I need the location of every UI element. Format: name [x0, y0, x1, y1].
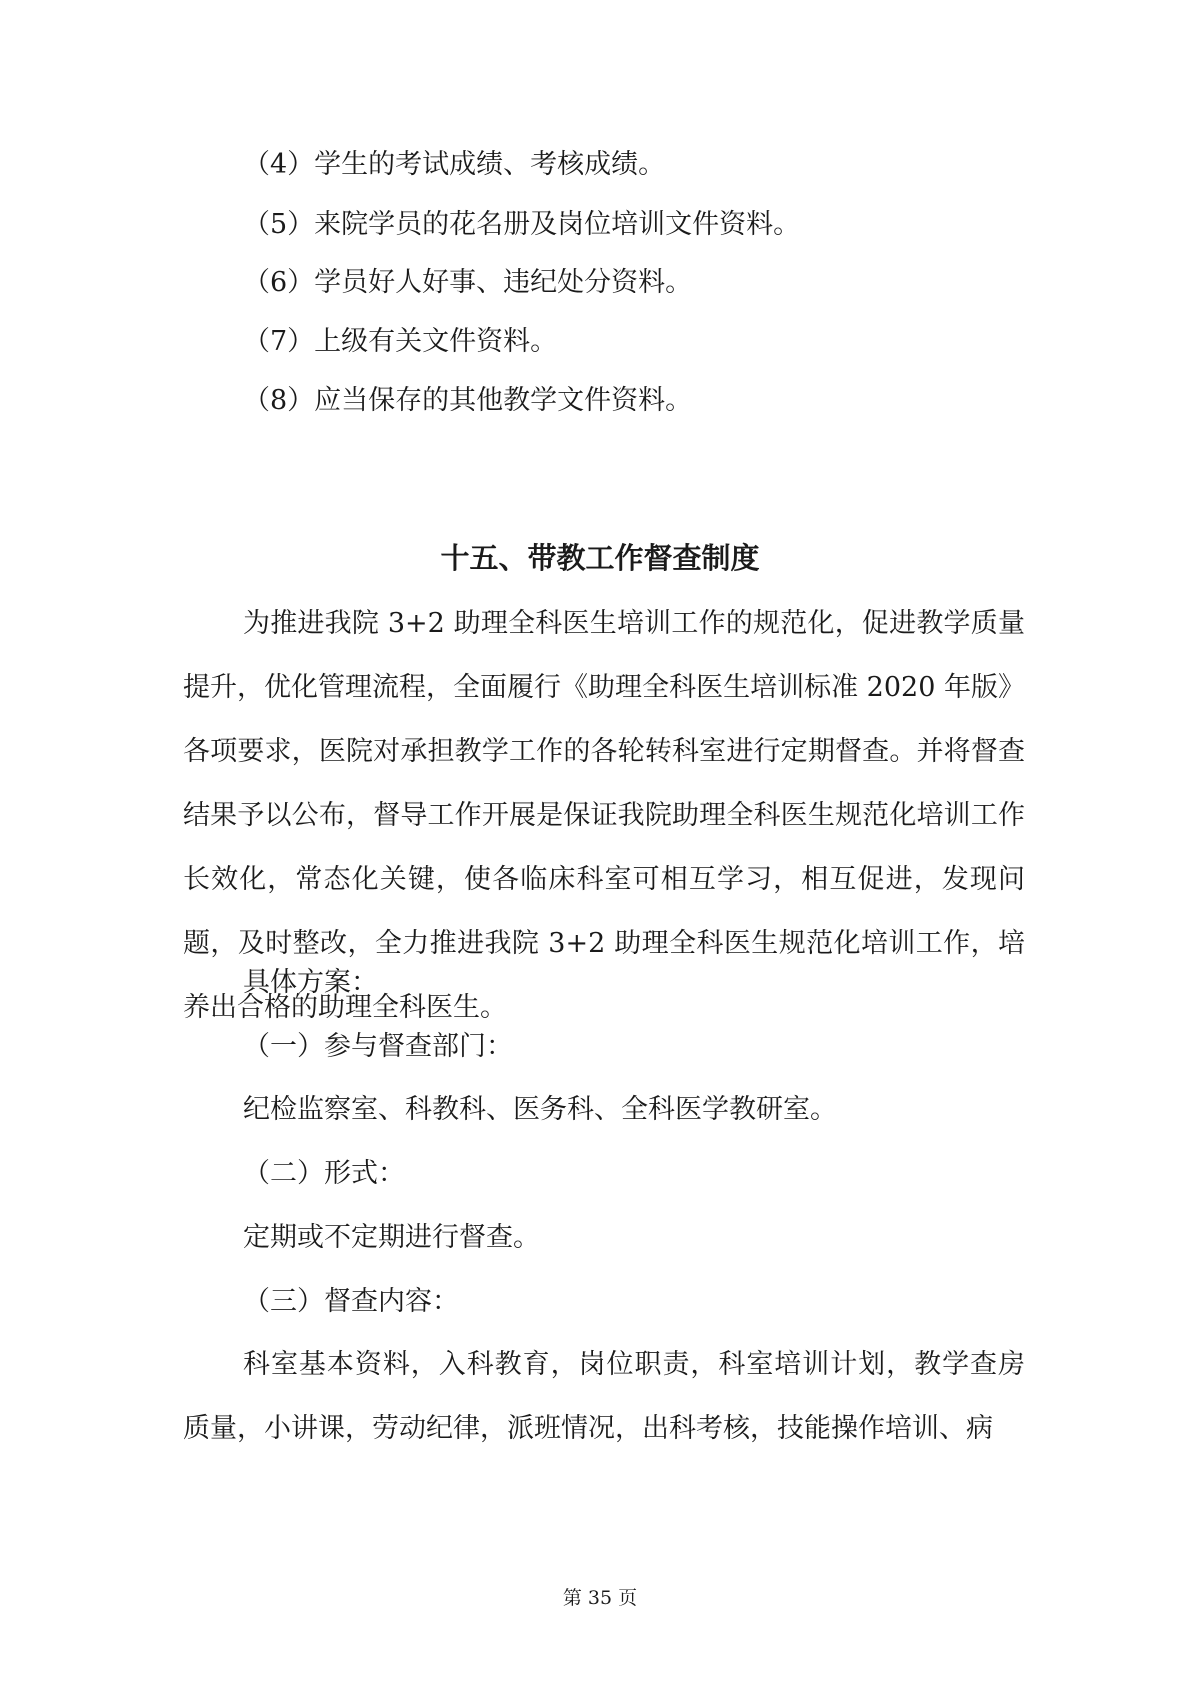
section-title: 十五、带教工作督查制度 [440, 541, 760, 575]
page-number: 第 35 页 [562, 1587, 638, 1609]
part2-heading: （二）形式： [243, 1158, 405, 1189]
list-item-7: （7）上级有关文件资料。 [243, 326, 558, 357]
part3-heading: （三）督查内容： [243, 1286, 459, 1317]
plan-label: 具体方案： [243, 967, 378, 998]
list-item-4: （4）学生的考试成绩、考核成绩。 [243, 149, 666, 180]
list-item-8: （8）应当保存的其他教学文件资料。 [243, 385, 693, 416]
part2-body: 定期或不定期进行督查。 [243, 1222, 540, 1253]
list-item-5: （5）来院学员的花名册及岗位培训文件资料。 [243, 209, 801, 240]
part1-heading: （一）参与督查部门： [243, 1031, 513, 1062]
list-item-6: （6）学员好人好事、违纪处分资料。 [243, 267, 693, 298]
part3-body: 科室基本资料，入科教育，岗位职责，科室培训计划，教学查房质量，小讲课，劳动纪律，派班情况，出科考核，技能操作培训、病 [183, 1349, 1025, 1444]
part1-body: 纪检监察室、科教科、医务科、全科医学教研室。 [243, 1094, 837, 1125]
intro-paragraph: 为推进我院 3+2 助理全科医生培训工作的规范化，促进教学质量提升，优化管理流程，全面履行《助理全科医生培训标准 2020 年版》各项要求，医院对承担教学工作的各轮转科室进行定期督查。并将督查结果予以公布，督导工作开展是保证我院助理全科医生规范化培训工作长效化，常态化关键，使各临床科室可相互学习，相互促进，发现问题，及时整改，全力推进我院 3+2 助理全科医生规范化培训工作，培养出合格的助理全科医生。 [183, 608, 1025, 1023]
